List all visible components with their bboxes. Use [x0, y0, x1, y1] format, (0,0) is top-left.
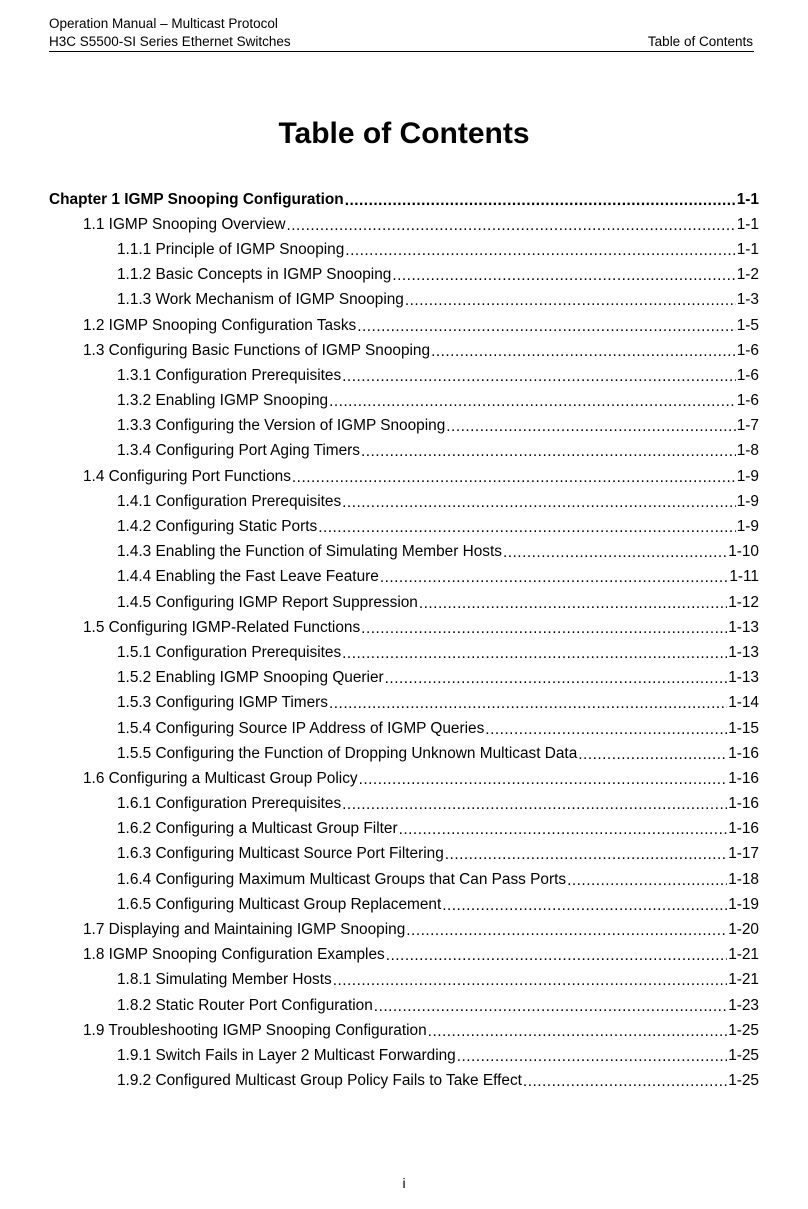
- toc-entry-label: 1.9.2 Configured Multicast Group Policy Fails to Take Effect: [117, 1072, 522, 1090]
- toc-entry-page: 1-13: [728, 643, 759, 661]
- toc-entry-label: 1.3.3 Configuring the Version of IGMP Snooping: [117, 417, 446, 435]
- toc-leader-dots: [333, 972, 727, 990]
- toc-leader-dots: [406, 922, 727, 940]
- toc-entry-label: 1.6.5 Configuring Multicast Group Replacement: [117, 895, 442, 913]
- toc-leader-dots: [342, 368, 736, 386]
- toc-entry-link[interactable]: [49, 1069, 759, 1094]
- toc-leader-dots: [392, 267, 735, 285]
- product-name: H3C S5500-SI Series Ethernet Switches: [49, 34, 291, 49]
- page-number: i: [402, 1175, 406, 1191]
- toc-entry-label: 1.6 Configuring a Multicast Group Policy: [83, 769, 358, 787]
- toc-entry-page: 1-2: [736, 266, 759, 284]
- toc-entry-page: 1-6: [736, 366, 759, 384]
- toc-entry-page: 1-13: [728, 669, 759, 687]
- toc-entry-page: 1-3: [736, 291, 759, 309]
- toc-entry-page: 1-5: [736, 316, 759, 334]
- toc-entry-page: 1-10: [728, 543, 759, 561]
- toc-entry-page: 1-20: [728, 921, 759, 939]
- toc-entry-link[interactable]: [49, 237, 759, 262]
- toc-leader-dots: [457, 1048, 727, 1066]
- toc-leader-dots: [318, 519, 736, 537]
- toc-entry-page: 1-13: [728, 618, 759, 636]
- toc-entry-page: 1-21: [728, 971, 759, 989]
- toc-entry-page: 1-1: [736, 190, 759, 208]
- toc-entry-page: 1-16: [728, 795, 759, 813]
- toc-entry-label: 1.1.2 Basic Concepts in IGMP Snooping: [117, 266, 392, 284]
- toc-entry-page: 1-9: [736, 518, 759, 536]
- toc-leader-dots: [361, 620, 727, 638]
- toc-entry-link[interactable]: [49, 792, 759, 817]
- toc-entry-label: 1.4.3 Enabling the Function of Simulating Member Hosts: [117, 543, 502, 561]
- toc-entry-label: 1.6.2 Configuring a Multicast Group Filter: [117, 820, 398, 838]
- toc-entry-page: 1-15: [728, 719, 759, 737]
- toc-entry-label: 1.5.1 Configuration Prerequisites: [117, 643, 342, 661]
- toc-entry-label: 1.4.5 Configuring IGMP Report Suppression: [117, 593, 418, 611]
- toc-entry-link[interactable]: [49, 691, 759, 716]
- table-of-contents: [49, 187, 759, 1094]
- toc-entry-page: 1-9: [736, 467, 759, 485]
- toc-entry-page: 1-8: [736, 442, 759, 460]
- toc-entry-link[interactable]: [49, 943, 759, 968]
- toc-entry-page: 1-19: [728, 895, 759, 913]
- toc-leader-dots: [405, 292, 736, 310]
- toc-entry-label: 1.5.4 Configuring Source IP Address of IGMP Queries: [117, 719, 485, 737]
- toc-leader-dots: [446, 418, 735, 436]
- toc-entry-label: 1.7 Displaying and Maintaining IGMP Snooping: [83, 921, 406, 939]
- toc-entry-page: 1-21: [728, 946, 759, 964]
- toc-entry-label: 1.4 Configuring Port Functions: [83, 467, 291, 485]
- toc-entry-link[interactable]: [49, 565, 759, 590]
- toc-leader-dots: [567, 872, 727, 890]
- toc-leader-dots: [359, 771, 728, 789]
- toc-entry-link[interactable]: [49, 615, 759, 640]
- toc-entry-link[interactable]: [49, 817, 759, 842]
- toc-leader-dots: [385, 670, 728, 688]
- toc-entry-page: 1-18: [728, 870, 759, 888]
- toc-entry-page: 1-16: [728, 820, 759, 838]
- toc-entry-page: 1-9: [736, 492, 759, 510]
- toc-entry-link[interactable]: [49, 1018, 759, 1043]
- toc-entry-label: 1.9.1 Switch Fails in Layer 2 Multicast Forwarding: [117, 1046, 456, 1064]
- toc-leader-dots: [578, 746, 727, 764]
- toc-entry-page: 1-6: [736, 341, 759, 359]
- toc-entry-label: 1.2 IGMP Snooping Configuration Tasks: [83, 316, 357, 334]
- toc-entry-page: 1-7: [736, 417, 759, 435]
- toc-entry-label: 1.8.1 Simulating Member Hosts: [117, 971, 332, 989]
- page-header: [49, 15, 753, 51]
- toc-leader-dots: [386, 947, 727, 965]
- toc-entry-label: 1.3 Configuring Basic Functions of IGMP Snooping: [83, 341, 431, 359]
- toc-entry-page: 1-14: [728, 694, 759, 712]
- toc-entry-label: 1.5.2 Enabling IGMP Snooping Querier: [117, 669, 384, 687]
- toc-leader-dots: [503, 544, 727, 562]
- toc-leader-dots: [380, 569, 729, 587]
- toc-chapter-link[interactable]: [49, 187, 759, 212]
- toc-entry-label: 1.4.4 Enabling the Fast Leave Feature: [117, 568, 379, 586]
- toc-entry-link[interactable]: [49, 968, 759, 993]
- toc-entry-page: 1-16: [728, 769, 759, 787]
- toc-leader-dots: [345, 242, 735, 260]
- toc-leader-dots: [419, 595, 727, 613]
- toc-leader-dots: [442, 897, 727, 915]
- toc-entry-link[interactable]: [49, 313, 759, 338]
- toc-entry-page: 1-25: [728, 1046, 759, 1064]
- toc-entry-label: 1.3.4 Configuring Port Aging Timers: [117, 442, 360, 460]
- page-title: Table of Contents: [278, 117, 530, 150]
- toc-entry-page: 1-12: [728, 593, 759, 611]
- toc-entry-link[interactable]: [49, 288, 759, 313]
- toc-leader-dots: [342, 494, 736, 512]
- header-section: Table of Contents: [647, 34, 753, 49]
- toc-leader-dots: [361, 443, 736, 461]
- toc-entry-link[interactable]: [49, 867, 759, 892]
- toc-entry-link[interactable]: [49, 892, 759, 917]
- toc-leader-dots: [342, 645, 727, 663]
- toc-entry-page: 1-25: [728, 1021, 759, 1039]
- toc-entry-page: 1-6: [736, 392, 759, 410]
- toc-entry-link[interactable]: [49, 338, 759, 363]
- toc-entry-page: 1-16: [728, 744, 759, 762]
- toc-entry-page: 1-11: [729, 568, 759, 586]
- toc-entry-link[interactable]: [49, 640, 759, 665]
- toc-leader-dots: [357, 318, 736, 336]
- toc-entry-link[interactable]: [49, 212, 759, 237]
- toc-entry-label: 1.4.1 Configuration Prerequisites: [117, 492, 342, 510]
- toc-entry-page: 1-1: [736, 215, 759, 233]
- header-divider: [49, 51, 754, 52]
- toc-entry-label: 1.9 Troubleshooting IGMP Snooping Configuration: [83, 1021, 427, 1039]
- toc-leader-dots: [485, 721, 727, 739]
- toc-entry-link[interactable]: [49, 590, 759, 615]
- toc-entry-link[interactable]: [49, 716, 759, 741]
- toc-entry-link[interactable]: [49, 263, 759, 288]
- toc-entry-label: 1.6.4 Configuring Maximum Multicast Groups that Can Pass Ports: [117, 870, 567, 888]
- toc-leader-dots: [286, 217, 735, 235]
- toc-entry-label: 1.5 Configuring IGMP-Related Functions: [83, 618, 361, 636]
- toc-entry-label: 1.1 IGMP Snooping Overview: [83, 215, 286, 233]
- toc-leader-dots: [329, 695, 727, 713]
- toc-entry-link[interactable]: [49, 489, 759, 514]
- toc-entry-link[interactable]: [49, 439, 759, 464]
- toc-leader-dots: [345, 192, 736, 210]
- toc-entry-link[interactable]: [49, 540, 759, 565]
- toc-entry-link[interactable]: [49, 993, 759, 1018]
- toc-entry-label: 1.8 IGMP Snooping Configuration Examples: [83, 946, 385, 964]
- toc-entry-link[interactable]: [49, 363, 759, 388]
- toc-entry-link[interactable]: [49, 389, 759, 414]
- toc-entry-page: 1-17: [728, 845, 759, 863]
- toc-leader-dots: [329, 393, 736, 411]
- toc-leader-dots: [431, 343, 736, 361]
- toc-entry-link[interactable]: [49, 464, 759, 489]
- toc-leader-dots: [523, 1073, 727, 1091]
- toc-entry-label: 1.3.1 Configuration Prerequisites: [117, 366, 342, 384]
- toc-entry-label: 1.1.3 Work Mechanism of IGMP Snooping: [117, 291, 404, 309]
- toc-entry-label: Chapter 1 IGMP Snooping Configuration: [49, 190, 344, 208]
- toc-entry-link[interactable]: [49, 666, 759, 691]
- manual-title: Operation Manual – Multicast Protocol: [49, 16, 278, 31]
- toc-entry-label: 1.6.3 Configuring Multicast Source Port Filtering: [117, 845, 444, 863]
- toc-entry-label: 1.4.2 Configuring Static Ports: [117, 518, 318, 536]
- toc-entry-link[interactable]: [49, 842, 759, 867]
- toc-entry-label: 1.6.1 Configuration Prerequisites: [117, 795, 342, 813]
- toc-leader-dots: [399, 821, 728, 839]
- toc-leader-dots: [445, 846, 727, 864]
- toc-entry-link[interactable]: [49, 741, 759, 766]
- toc-leader-dots: [428, 1023, 728, 1041]
- toc-entry-page: 1-25: [728, 1072, 759, 1090]
- toc-leader-dots: [342, 796, 727, 814]
- toc-leader-dots: [374, 998, 727, 1016]
- toc-entry-label: 1.5.5 Configuring the Function of Dropping Unknown Multicast Data: [117, 744, 578, 762]
- toc-entry-page: 1-1: [736, 240, 759, 258]
- toc-entry-label: 1.3.2 Enabling IGMP Snooping: [117, 392, 329, 410]
- toc-entry-label: 1.5.3 Configuring IGMP Timers: [117, 694, 328, 712]
- toc-entry-label: 1.8.2 Static Router Port Configuration: [117, 996, 373, 1014]
- toc-entry-link[interactable]: [49, 414, 759, 439]
- toc-entry-link[interactable]: [49, 514, 759, 539]
- toc-leader-dots: [292, 469, 736, 487]
- toc-entry-page: 1-23: [728, 996, 759, 1014]
- toc-entry-label: 1.1.1 Principle of IGMP Snooping: [117, 240, 345, 258]
- toc-entry-link[interactable]: [49, 766, 759, 791]
- toc-entry-link[interactable]: [49, 1043, 759, 1068]
- toc-entry-link[interactable]: [49, 917, 759, 942]
